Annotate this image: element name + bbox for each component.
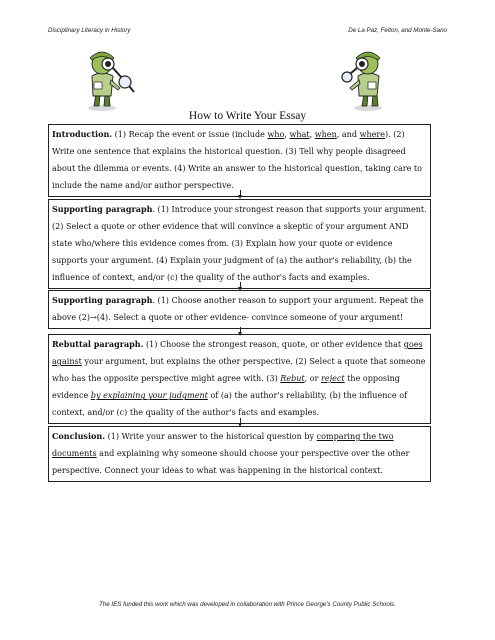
text-run: and explaining why someone should choose your perspective over the other perspective. Connect your ideas to what was happening in the historical context. <box>52 449 410 476</box>
conclusion-box <box>48 426 431 482</box>
underlined-rebut: Rebut <box>280 374 305 384</box>
header-left: Disciplinary Literacy in History <box>48 27 131 34</box>
text-run: (1) Write your answer to the historical question by <box>105 432 317 441</box>
underlined-when: when <box>314 130 337 139</box>
rebuttal-paragraph-box <box>48 334 431 424</box>
text-run: , <box>309 130 315 139</box>
underlined-explaining-judgment: by explaining your judgment <box>90 391 208 401</box>
supporting-paragraph-1-heading: Supporting paragraph <box>52 204 153 214</box>
underlined-where: where <box>359 130 386 139</box>
supporting-paragraph-2-text <box>52 292 427 326</box>
supporting-paragraph-2-heading: Supporting paragraph <box>52 295 153 305</box>
text-run: (1) Choose the strongest reason, quote, or other evidence that <box>143 340 404 349</box>
text-run: ). (2) Write one sentence that explains the historical question. (3) Tell why people disagreed about the dilemma or events. (4) Write an answer to the historical question, taking care to include the name and/or author perspective. <box>52 130 422 191</box>
underlined-reject: reject <box>321 374 345 384</box>
detective-mascot-icon <box>80 44 136 112</box>
introduction-heading: Introduction. <box>52 129 113 139</box>
detective-mascot-icon <box>338 44 394 112</box>
rebuttal-paragraph-heading: Rebuttal paragraph. <box>52 339 144 349</box>
page-title: How to Write Your Essay <box>188 110 307 122</box>
introduction-text <box>52 126 427 194</box>
supporting-paragraph-1-text <box>52 201 427 286</box>
text-run: , or <box>304 374 322 384</box>
text-run: , and <box>336 130 360 139</box>
text-run: your argument, but explains the other perspective. (2) Select a quote that someone who has the opposite perspective might agree with. (3) <box>52 357 426 384</box>
introduction-box <box>48 124 431 197</box>
text-run: . (1) Choose another reason to support your argument. Repeat the above (2)→(4). Select a quote or other evidence- convince someone of your argument! <box>52 296 424 323</box>
text-run: of (a) the author's reliability, (b) the influence of context, and/or (c) the quality of the author's facts and examples. <box>52 391 408 418</box>
text-run: (1) Recap the event or issue (include <box>112 130 268 139</box>
conclusion-text <box>52 428 427 479</box>
conclusion-heading: Conclusion. <box>52 431 106 441</box>
text-run: the opposing evidence <box>52 374 400 401</box>
text-run: . (1) Introduce your strongest reason that supports your argument. (2) Select a quote or other evidence that will convince a skeptic of your argument AND state who/where this evidence comes from. (3) Explain how your quote or evidence supports your argument. (4) Explain your judgment of (a) the author's reliability, (b) the influence of context, and/or (c) the quality of the author's facts and examples. <box>52 205 427 283</box>
underlined-what: what <box>289 130 310 139</box>
text-run: , <box>284 130 290 139</box>
footer-note: The IES funded this work which was developed in collaboration with Prince George's County Public Schools. <box>99 601 396 608</box>
rebuttal-paragraph-text <box>52 336 427 421</box>
underlined-goes-against: goes against <box>52 340 423 367</box>
supporting-paragraph-2-box <box>48 290 431 329</box>
header-right: De La Paz, Felton, and Monte-Sano <box>348 27 447 34</box>
underlined-comparing-documents: comparing the two documents <box>52 432 394 459</box>
supporting-paragraph-1-box <box>48 199 431 289</box>
underlined-who: who <box>267 130 285 139</box>
